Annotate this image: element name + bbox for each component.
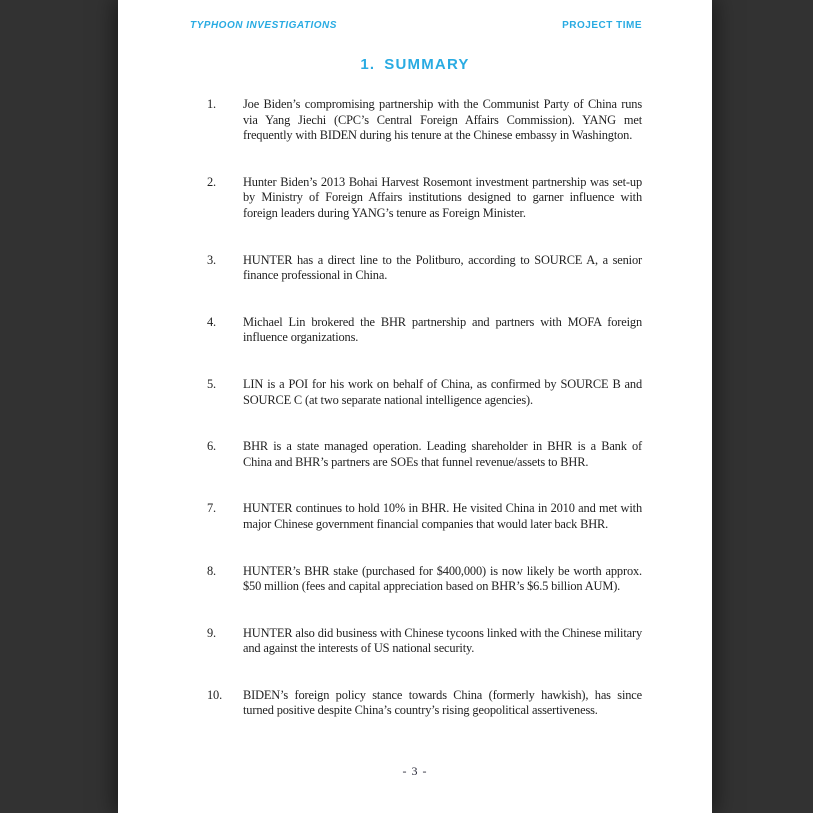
- section-title-number: 1.: [360, 56, 376, 73]
- summary-list-item: [207, 377, 642, 408]
- item-text: HUNTER also did business with Chinese tycoons linked with the Chinese military and against the interests of US national security.: [243, 625, 642, 656]
- summary-list-item: [207, 688, 642, 719]
- summary-list: [207, 97, 642, 750]
- page-number: - 3 -: [402, 764, 428, 778]
- item-number: 2.: [207, 174, 216, 189]
- item-text: HUNTER’s BHR stake (purchased for $400,000) is now likely be worth approx. $50 million (fees and capital appreciation based on BHR’s $6.5 billion AUM).: [243, 563, 642, 594]
- item-text: BIDEN’s foreign policy stance towards China (formerly hawkish), has since turned positive despite China’s country’s rising geopolitical assertiveness.: [243, 687, 642, 718]
- page-header: [190, 20, 642, 32]
- summary-list-item: [207, 626, 642, 657]
- summary-list-item: [207, 439, 642, 470]
- item-text: LIN is a POI for his work on behalf of China, as confirmed by SOURCE B and SOURCE C (at two separate national intelligence agencies).: [243, 376, 642, 407]
- summary-list-item: [207, 315, 642, 346]
- header-document-title: TYPHOON INVESTIGATIONS: [190, 20, 337, 31]
- header-project-name: PROJECT TIME: [562, 20, 642, 31]
- item-number: 3.: [207, 252, 216, 267]
- item-text: Michael Lin brokered the BHR partnership and partners with MOFA foreign influence organizations.: [243, 314, 642, 345]
- item-number: 6.: [207, 439, 216, 454]
- item-text: HUNTER has a direct line to the Politburo, according to SOURCE A, a senior finance professional in China.: [243, 252, 642, 283]
- item-number: 4.: [207, 314, 216, 329]
- item-number: 5.: [207, 376, 216, 391]
- summary-list-item: [207, 175, 642, 222]
- item-text: HUNTER continues to hold 10% in BHR. He visited China in 2010 and met with major Chinese government financial companies that would later back BHR.: [243, 501, 642, 531]
- summary-list-item: [207, 97, 642, 144]
- document-page: [118, 0, 712, 813]
- item-text: BHR is a state managed operation. Leading shareholder in BHR is a Bank of China and BHR’s partners are SOEs that funnel revenue/assets to BHR.: [243, 439, 642, 469]
- summary-list-item: [207, 253, 642, 284]
- item-number: 1.: [207, 97, 216, 111]
- item-number: 7.: [207, 501, 216, 516]
- item-number: 9.: [207, 625, 216, 640]
- summary-list-item: [207, 564, 642, 595]
- summary-list-item: [207, 501, 642, 532]
- item-text: Joe Biden’s compromising partnership with the Communist Party of China runs via Yang Jiechi (CPC’s Central Foreign Affairs Commission). YANG met frequently with BIDEN during his tenure at the Chinese embassy in Washington.: [243, 97, 642, 143]
- item-number: 8.: [207, 563, 216, 578]
- item-text: Hunter Biden’s 2013 Bohai Harvest Rosemont investment partnership was set-up by Ministry of Foreign Affairs institutions designed to garner influence with foreign leaders during YANG’s tenure as Foreign Minister.: [243, 174, 642, 220]
- section-title-label: SUMMARY: [384, 56, 470, 73]
- section-title: [118, 56, 712, 74]
- item-number: 10.: [207, 687, 223, 702]
